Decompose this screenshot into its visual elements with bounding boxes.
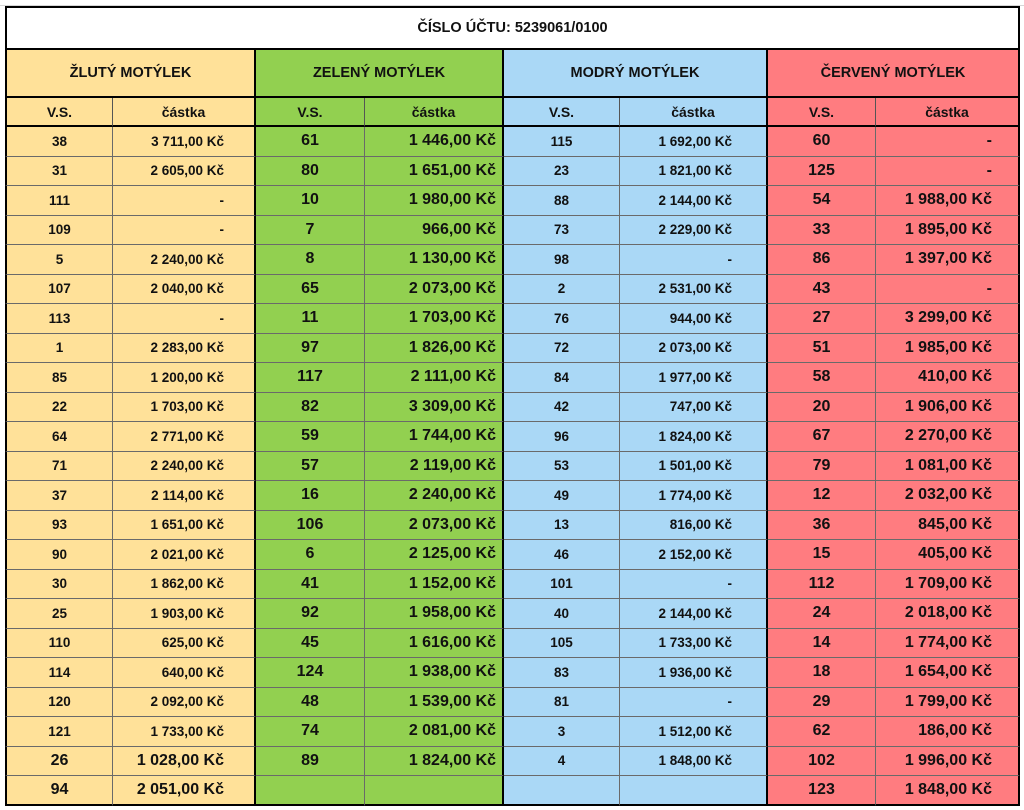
cell-amount-blue[interactable]: 2 073,00 Kč <box>620 334 768 364</box>
table-row <box>5 393 1020 423</box>
cell-vs-blue[interactable]: 88 <box>504 186 620 216</box>
cell-vs-red[interactable]: 12 <box>768 481 876 511</box>
table-row <box>5 658 1020 688</box>
cell-vs-yellow[interactable]: 94 <box>5 776 113 806</box>
cell-vs-blue[interactable]: 42 <box>504 393 620 423</box>
cell-vs-blue[interactable]: 105 <box>504 629 620 659</box>
column-header-vs[interactable]: V.S. <box>256 98 365 127</box>
cell-amount-red[interactable]: 410,00 Kč <box>876 363 1020 393</box>
cell-amount-yellow[interactable]: 1 651,00 Kč <box>113 511 256 541</box>
cell-vs-yellow[interactable]: 31 <box>5 157 113 187</box>
cell-vs-red[interactable]: 15 <box>768 540 876 570</box>
table-row <box>5 599 1020 629</box>
cell-vs-red[interactable]: 60 <box>768 127 876 157</box>
cell-vs-green[interactable]: 61 <box>256 127 365 157</box>
cell-amount-green[interactable]: 2 073,00 Kč <box>365 275 504 305</box>
cell-vs-blue[interactable]: 2 <box>504 275 620 305</box>
cell-amount-blue[interactable]: 747,00 Kč <box>620 393 768 423</box>
cell-amount-yellow[interactable]: 1 703,00 Kč <box>113 393 256 423</box>
table-row <box>5 481 1020 511</box>
cell-vs-red[interactable]: 86 <box>768 245 876 275</box>
cell-amount-blue[interactable]: 2 144,00 Kč <box>620 186 768 216</box>
cell-amount-blue[interactable]: 1 501,00 Kč <box>620 452 768 482</box>
cell-vs-green[interactable]: 74 <box>256 717 365 747</box>
cell-amount-blue[interactable]: 1 512,00 Kč <box>620 717 768 747</box>
cell-amount-green[interactable]: 1 651,00 Kč <box>365 157 504 187</box>
table-row <box>5 717 1020 747</box>
cell-amount-yellow[interactable]: 2 240,00 Kč <box>113 452 256 482</box>
cell-vs-blue[interactable]: 40 <box>504 599 620 629</box>
cell-amount-green[interactable]: 1 616,00 Kč <box>365 629 504 659</box>
cell-vs-yellow[interactable]: 37 <box>5 481 113 511</box>
table-row <box>5 747 1020 777</box>
cell-vs-yellow[interactable]: 110 <box>5 629 113 659</box>
cell-amount-yellow[interactable]: 1 200,00 Kč <box>113 363 256 393</box>
table-row <box>5 127 1020 157</box>
cell-amount-yellow[interactable]: 2 283,00 Kč <box>113 334 256 364</box>
cell-amount-red[interactable]: 1 081,00 Kč <box>876 452 1020 482</box>
cell-amount-blue[interactable]: 1 733,00 Kč <box>620 629 768 659</box>
cell-vs-red[interactable]: 36 <box>768 511 876 541</box>
table-row <box>5 629 1020 659</box>
column-header-row <box>5 98 1020 127</box>
cell-vs-blue[interactable]: 115 <box>504 127 620 157</box>
cell-vs-yellow[interactable]: 107 <box>5 275 113 305</box>
cell-vs-red[interactable]: 33 <box>768 216 876 246</box>
cell-vs-blue[interactable]: 49 <box>504 481 620 511</box>
cell-amount-green[interactable]: 2 119,00 Kč <box>365 452 504 482</box>
table-row <box>5 540 1020 570</box>
cell-vs-yellow[interactable]: 111 <box>5 186 113 216</box>
cell-amount-red[interactable]: 3 299,00 Kč <box>876 304 1020 334</box>
cell-amount-yellow[interactable]: 2 605,00 Kč <box>113 157 256 187</box>
cell-amount-red[interactable]: 1 774,00 Kč <box>876 629 1020 659</box>
cell-vs-yellow[interactable]: 120 <box>5 688 113 718</box>
group-header-red[interactable]: ČERVENÝ MOTÝLEK <box>768 50 1020 98</box>
cell-vs-green[interactable]: 89 <box>256 747 365 777</box>
cell-vs-blue[interactable]: 73 <box>504 216 620 246</box>
cell-vs-green[interactable]: 16 <box>256 481 365 511</box>
cell-amount-blue[interactable] <box>620 776 768 806</box>
column-header-vs[interactable]: V.S. <box>768 98 876 127</box>
cell-amount-blue[interactable]: 2 152,00 Kč <box>620 540 768 570</box>
cell-amount-red[interactable]: 1 709,00 Kč <box>876 570 1020 600</box>
table-row <box>5 422 1020 452</box>
cell-vs-yellow[interactable]: 114 <box>5 658 113 688</box>
cell-amount-red[interactable]: 1 848,00 Kč <box>876 776 1020 806</box>
cell-vs-red[interactable]: 112 <box>768 570 876 600</box>
column-header-amount[interactable]: částka <box>365 98 504 127</box>
cell-amount-yellow[interactable]: - <box>113 304 256 334</box>
cell-vs-green[interactable]: 117 <box>256 363 365 393</box>
cell-vs-yellow[interactable]: 5 <box>5 245 113 275</box>
table-row <box>5 570 1020 600</box>
cell-vs-yellow[interactable]: 25 <box>5 599 113 629</box>
cell-vs-green[interactable]: 59 <box>256 422 365 452</box>
cell-amount-yellow[interactable]: - <box>113 216 256 246</box>
cell-amount-red[interactable]: 1 654,00 Kč <box>876 658 1020 688</box>
cell-vs-blue[interactable]: 72 <box>504 334 620 364</box>
cell-amount-blue[interactable]: 1 692,00 Kč <box>620 127 768 157</box>
cell-vs-yellow[interactable]: 26 <box>5 747 113 777</box>
cell-vs-red[interactable]: 24 <box>768 599 876 629</box>
cell-amount-blue[interactable]: 1 824,00 Kč <box>620 422 768 452</box>
cell-amount-blue[interactable]: 2 229,00 Kč <box>620 216 768 246</box>
cell-amount-yellow[interactable]: 2 771,00 Kč <box>113 422 256 452</box>
cell-amount-blue[interactable]: - <box>620 688 768 718</box>
cell-amount-red[interactable]: 1 906,00 Kč <box>876 393 1020 423</box>
cell-amount-red[interactable]: 1 397,00 Kč <box>876 245 1020 275</box>
group-header-yellow[interactable]: ŽLUTÝ MOTÝLEK <box>5 50 256 98</box>
cell-amount-red[interactable]: 1 895,00 Kč <box>876 216 1020 246</box>
cell-amount-green[interactable] <box>365 776 504 806</box>
cell-vs-blue[interactable]: 53 <box>504 452 620 482</box>
cell-amount-green[interactable]: 2 073,00 Kč <box>365 511 504 541</box>
cell-vs-green[interactable]: 8 <box>256 245 365 275</box>
cell-amount-red[interactable]: 1 988,00 Kč <box>876 186 1020 216</box>
cell-vs-red[interactable]: 54 <box>768 186 876 216</box>
cell-amount-yellow[interactable]: 2 114,00 Kč <box>113 481 256 511</box>
cell-amount-red[interactable]: - <box>876 127 1020 157</box>
cell-vs-green[interactable]: 41 <box>256 570 365 600</box>
cell-vs-red[interactable]: 125 <box>768 157 876 187</box>
cell-vs-blue[interactable]: 46 <box>504 540 620 570</box>
cell-vs-red[interactable]: 20 <box>768 393 876 423</box>
cell-amount-green[interactable]: 2 125,00 Kč <box>365 540 504 570</box>
cell-amount-green[interactable]: 1 824,00 Kč <box>365 747 504 777</box>
group-header-row <box>5 50 1020 98</box>
cell-amount-green[interactable]: 1 703,00 Kč <box>365 304 504 334</box>
cell-amount-blue[interactable]: 1 977,00 Kč <box>620 363 768 393</box>
cell-amount-green[interactable]: 1 446,00 Kč <box>365 127 504 157</box>
cell-vs-green[interactable]: 10 <box>256 186 365 216</box>
cell-vs-blue[interactable]: 98 <box>504 245 620 275</box>
cell-amount-yellow[interactable]: 2 051,00 Kč <box>113 776 256 806</box>
cell-amount-green[interactable]: 2 240,00 Kč <box>365 481 504 511</box>
cell-amount-yellow[interactable]: 3 711,00 Kč <box>113 127 256 157</box>
cell-vs-green[interactable]: 97 <box>256 334 365 364</box>
cell-vs-yellow[interactable]: 93 <box>5 511 113 541</box>
cell-vs-green[interactable]: 124 <box>256 658 365 688</box>
column-header-amount[interactable]: částka <box>876 98 1020 127</box>
cell-vs-green[interactable]: 82 <box>256 393 365 423</box>
cell-amount-blue[interactable]: 2 144,00 Kč <box>620 599 768 629</box>
table-row <box>5 363 1020 393</box>
cell-vs-red[interactable]: 29 <box>768 688 876 718</box>
cell-amount-yellow[interactable]: - <box>113 186 256 216</box>
cell-amount-blue[interactable]: 1 774,00 Kč <box>620 481 768 511</box>
cell-amount-red[interactable]: 405,00 Kč <box>876 540 1020 570</box>
cell-vs-green[interactable]: 45 <box>256 629 365 659</box>
cell-amount-yellow[interactable]: 1 028,00 Kč <box>113 747 256 777</box>
cell-amount-green[interactable]: 1 938,00 Kč <box>365 658 504 688</box>
cell-amount-red[interactable]: 1 996,00 Kč <box>876 747 1020 777</box>
cell-amount-green[interactable]: 2 081,00 Kč <box>365 717 504 747</box>
cell-vs-blue[interactable] <box>504 776 620 806</box>
cell-amount-yellow[interactable]: 2 040,00 Kč <box>113 275 256 305</box>
group-header-green[interactable]: ZELENÝ MOTÝLEK <box>256 50 504 98</box>
cell-amount-blue[interactable]: 2 531,00 Kč <box>620 275 768 305</box>
cell-vs-green[interactable]: 11 <box>256 304 365 334</box>
cell-vs-red[interactable]: 58 <box>768 363 876 393</box>
column-header-amount[interactable]: částka <box>113 98 256 127</box>
cell-vs-blue[interactable]: 96 <box>504 422 620 452</box>
table-row <box>5 157 1020 187</box>
column-header-vs[interactable]: V.S. <box>5 98 113 127</box>
cell-vs-yellow[interactable]: 64 <box>5 422 113 452</box>
cell-vs-blue[interactable]: 3 <box>504 717 620 747</box>
cell-vs-yellow[interactable]: 121 <box>5 717 113 747</box>
cell-vs-red[interactable]: 18 <box>768 658 876 688</box>
table-row <box>5 334 1020 364</box>
cell-amount-red[interactable]: 2 270,00 Kč <box>876 422 1020 452</box>
cell-vs-yellow[interactable]: 30 <box>5 570 113 600</box>
cell-vs-yellow[interactable]: 85 <box>5 363 113 393</box>
cell-vs-red[interactable]: 123 <box>768 776 876 806</box>
cell-vs-green[interactable]: 48 <box>256 688 365 718</box>
cell-amount-blue[interactable]: 1 848,00 Kč <box>620 747 768 777</box>
cell-vs-green[interactable]: 65 <box>256 275 365 305</box>
cell-vs-yellow[interactable]: 109 <box>5 216 113 246</box>
payments-table-body <box>5 127 1020 806</box>
cell-vs-red[interactable]: 62 <box>768 717 876 747</box>
cell-amount-yellow[interactable]: 1 903,00 Kč <box>113 599 256 629</box>
cell-amount-yellow[interactable]: 640,00 Kč <box>113 658 256 688</box>
cell-vs-yellow[interactable]: 1 <box>5 334 113 364</box>
cell-amount-blue[interactable]: 816,00 Kč <box>620 511 768 541</box>
table-row <box>5 452 1020 482</box>
table-row <box>5 776 1020 806</box>
cell-amount-green[interactable]: 1 744,00 Kč <box>365 422 504 452</box>
cell-amount-blue[interactable]: - <box>620 245 768 275</box>
cell-amount-yellow[interactable]: 625,00 Kč <box>113 629 256 659</box>
cell-vs-yellow[interactable]: 22 <box>5 393 113 423</box>
cell-amount-red[interactable]: - <box>876 157 1020 187</box>
column-header-vs[interactable]: V.S. <box>504 98 620 127</box>
table-row <box>5 275 1020 305</box>
account-number-title[interactable]: ČÍSLO ÚČTU: 5239061/0100 <box>5 6 1020 50</box>
cell-amount-blue[interactable]: 1 936,00 Kč <box>620 658 768 688</box>
cell-amount-green[interactable]: 1 980,00 Kč <box>365 186 504 216</box>
cell-vs-yellow[interactable]: 38 <box>5 127 113 157</box>
cell-vs-blue[interactable]: 84 <box>504 363 620 393</box>
cell-vs-red[interactable]: 51 <box>768 334 876 364</box>
cell-amount-green[interactable]: 1 826,00 Kč <box>365 334 504 364</box>
cell-vs-blue[interactable]: 76 <box>504 304 620 334</box>
table-row <box>5 245 1020 275</box>
cell-amount-green[interactable]: 966,00 Kč <box>365 216 504 246</box>
cell-vs-red[interactable]: 27 <box>768 304 876 334</box>
cell-vs-green[interactable]: 106 <box>256 511 365 541</box>
cell-amount-green[interactable]: 1 958,00 Kč <box>365 599 504 629</box>
cell-vs-blue[interactable]: 101 <box>504 570 620 600</box>
cell-amount-yellow[interactable]: 2 092,00 Kč <box>113 688 256 718</box>
cell-vs-blue[interactable]: 4 <box>504 747 620 777</box>
cell-vs-green[interactable]: 57 <box>256 452 365 482</box>
cell-amount-blue[interactable]: - <box>620 570 768 600</box>
cell-amount-green[interactable]: 1 152,00 Kč <box>365 570 504 600</box>
cell-vs-green[interactable]: 6 <box>256 540 365 570</box>
cell-vs-green[interactable]: 80 <box>256 157 365 187</box>
cell-amount-red[interactable]: 1 799,00 Kč <box>876 688 1020 718</box>
table-row <box>5 688 1020 718</box>
cell-vs-red[interactable]: 79 <box>768 452 876 482</box>
cell-amount-red[interactable]: 845,00 Kč <box>876 511 1020 541</box>
cell-vs-blue[interactable]: 23 <box>504 157 620 187</box>
cell-amount-red[interactable]: 2 032,00 Kč <box>876 481 1020 511</box>
cell-amount-blue[interactable]: 1 821,00 Kč <box>620 157 768 187</box>
table-row <box>5 511 1020 541</box>
cell-amount-red[interactable]: - <box>876 275 1020 305</box>
table-row <box>5 186 1020 216</box>
cell-vs-red[interactable]: 102 <box>768 747 876 777</box>
column-header-amount[interactable]: částka <box>620 98 768 127</box>
cell-amount-yellow[interactable]: 2 021,00 Kč <box>113 540 256 570</box>
cell-amount-red[interactable]: 186,00 Kč <box>876 717 1020 747</box>
cell-vs-blue[interactable]: 13 <box>504 511 620 541</box>
cell-amount-yellow[interactable]: 1 862,00 Kč <box>113 570 256 600</box>
cell-vs-red[interactable]: 67 <box>768 422 876 452</box>
cell-vs-yellow[interactable]: 90 <box>5 540 113 570</box>
cell-vs-blue[interactable]: 81 <box>504 688 620 718</box>
cell-amount-yellow[interactable]: 2 240,00 Kč <box>113 245 256 275</box>
cell-amount-red[interactable]: 2 018,00 Kč <box>876 599 1020 629</box>
table-row <box>5 216 1020 246</box>
cell-amount-blue[interactable]: 944,00 Kč <box>620 304 768 334</box>
cell-vs-red[interactable]: 43 <box>768 275 876 305</box>
cell-vs-yellow[interactable]: 113 <box>5 304 113 334</box>
cell-amount-green[interactable]: 1 539,00 Kč <box>365 688 504 718</box>
cell-amount-green[interactable]: 1 130,00 Kč <box>365 245 504 275</box>
group-header-blue[interactable]: MODRÝ MOTÝLEK <box>504 50 768 98</box>
cell-vs-green[interactable]: 92 <box>256 599 365 629</box>
cell-amount-red[interactable]: 1 985,00 Kč <box>876 334 1020 364</box>
cell-vs-blue[interactable]: 83 <box>504 658 620 688</box>
cell-amount-green[interactable]: 2 111,00 Kč <box>365 363 504 393</box>
cell-vs-green[interactable] <box>256 776 365 806</box>
cell-vs-red[interactable]: 14 <box>768 629 876 659</box>
cell-vs-green[interactable]: 7 <box>256 216 365 246</box>
table-row <box>5 304 1020 334</box>
cell-vs-yellow[interactable]: 71 <box>5 452 113 482</box>
cell-amount-green[interactable]: 3 309,00 Kč <box>365 393 504 423</box>
cell-amount-yellow[interactable]: 1 733,00 Kč <box>113 717 256 747</box>
